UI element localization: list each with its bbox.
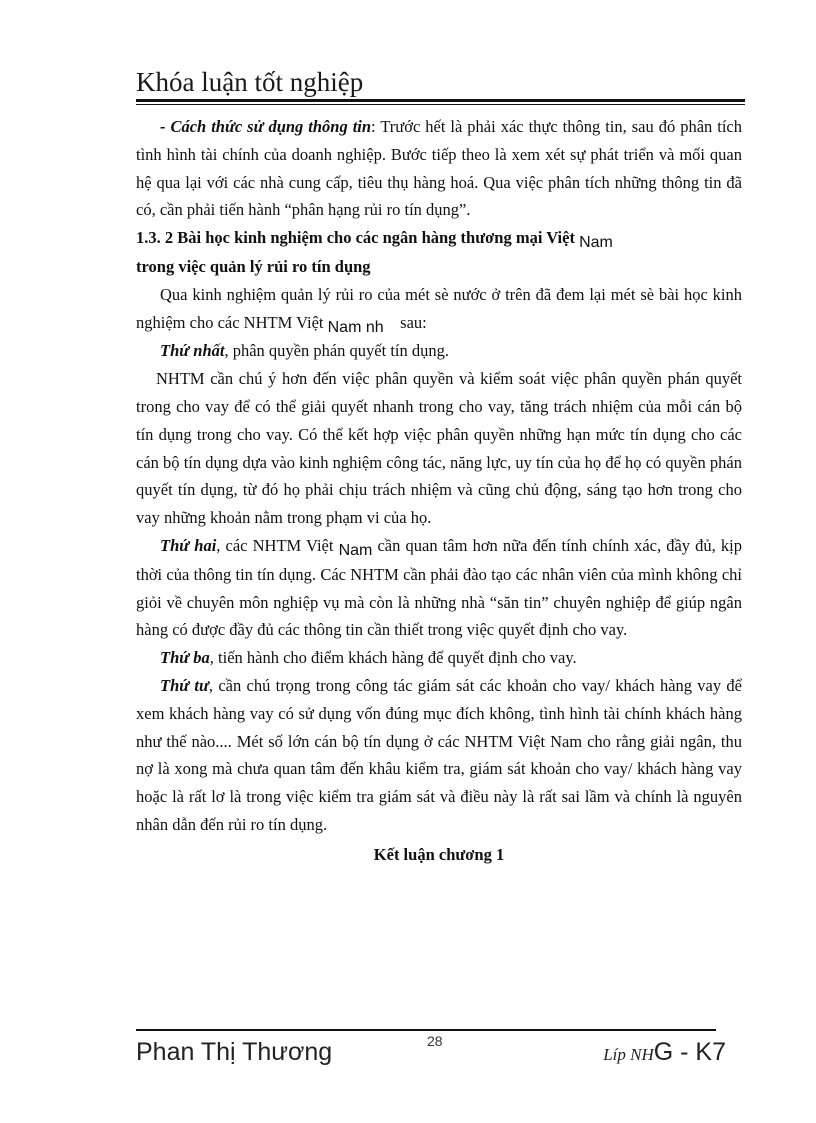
document-body xyxy=(136,113,742,869)
footer-class-prefix: Líp NH xyxy=(603,1045,654,1064)
text-second-a: , các NHTM Việt xyxy=(216,535,339,555)
header-title: Khóa luận tốt nghiệp xyxy=(136,67,364,97)
section-heading-nam: Nam xyxy=(579,234,613,252)
paragraph-info-usage xyxy=(136,113,742,224)
footer-rule xyxy=(136,1029,716,1031)
lead-fourth: Thứ tư xyxy=(160,675,209,695)
intro-nam: Nam nh xyxy=(327,318,384,336)
intro-a: Qua kinh nghiệm quản lý rủi ro của mét sè nước ở trên đã đem lại mét sè bài học kinh nghiệm cho các NHTM Việt xyxy=(136,284,742,332)
header-rule-thin xyxy=(136,104,745,105)
conclusion-heading: Kết luận chương 1 xyxy=(373,844,505,864)
text-second-nam: Nam xyxy=(338,541,373,559)
section-heading xyxy=(136,224,742,281)
text-third: , tiến hành cho điểm khách hàng để quyết định cho vay. xyxy=(209,648,577,668)
lead-third: Thứ ba xyxy=(160,648,210,668)
paragraph-intro xyxy=(136,281,742,338)
section-heading-a: 1.3. 2 Bài học kinh nghiệm cho các ngân hàng thương mại Việt xyxy=(136,228,575,248)
paragraph-second xyxy=(136,532,742,644)
paragraph-third xyxy=(136,644,742,672)
text-fourth: , cần chú trọng trong công tác giám sát các khoản cho vay/ khách hàng vay để xem khách hàng vay có sử dụng vốn đúng mục đích không, tình hình tài chính khách hàng như thế nào.... Mét số lớn cán bộ tín dụng ở các NHTM Việt Nam cho rằng giải ngân, thu nợ là xong mà chưa quan tâm đến khâu kiểm tra, giám sát khoản cho vay/ khách hàng vay hoặc là rất lơ là trong việc kiểm tra giám sát và điều này là rất sai lầm và chính là nguyên nhân dẫn đến rủi ro tín dụng. xyxy=(136,675,742,834)
lead-first: Thứ nhất xyxy=(160,341,225,361)
footer-author: Phan Thị Thương xyxy=(136,1038,333,1066)
header-rule-thick xyxy=(136,99,745,102)
page-number: 28 xyxy=(427,1033,443,1049)
lead-second: Thứ hai xyxy=(160,535,217,555)
section-heading-b: trong việc quản lý rủi ro tín dụng xyxy=(136,256,371,276)
paragraph-fourth xyxy=(136,672,742,839)
footer-class-suffix: G - K7 xyxy=(653,1038,726,1066)
lead-info-usage: - Cách thức sử dụng thông tin xyxy=(160,117,372,136)
paragraph-first-detail: NHTM cần chú ý hơn đến việc phân quyền và kiểm soát việc phân quyền phán quyết trong cho vay để có thể giải quyết nhanh trong cho vay, tăng trách nhiệm của mỗi cán bộ tín dụng trong cho vay. Có thể kết hợp việc phân quyền những hạn mức tín dụng cho các cán bộ tín dụng dựa vào kinh nghiệm công tác, năng lực, uy tín của họ để họ có quyền phán quyết tín dụng, từ đó họ phải chịu trách nhiệm và cũng chủ động, sáng tạo hơn trong cho vay những khoản nằm trong phạm vi của họ. xyxy=(136,369,742,528)
paragraph-first xyxy=(136,337,742,365)
footer-class xyxy=(603,1036,726,1071)
text-first: , phân quyền phán quyết tín dụng. xyxy=(224,341,449,361)
intro-b: sau: xyxy=(383,312,427,332)
text-info-usage: : Trước hết là phải xác thực thông tin, sau đó phân tích tình hình tài chính của doanh nghiệp. Bước tiếp theo là xem xét sự phát triển và mối quan hệ qua lại với các nhà cung cấp, tiêu thụ hàng hoá. Qua việc phân tích những thông tin đã có, cần phải tiến hành “phân hạng rủi ro tín dụng”. xyxy=(136,117,742,220)
text-second-b: cần quan tâm hơn nữa đến tính chính xác, đầy đủ, kịp thời của thông tin tín dụng. Các NHTM cần phải đào tạo các nhân viên của mình không chỉ giỏi về chuyên môn nghiệp vụ mà còn là những nhà “săn tin” chuyên nghiệp để giúp ngân hàng có được đầy đủ các thông tin cần thiết trong việc quyết định cho vay. xyxy=(136,535,742,640)
